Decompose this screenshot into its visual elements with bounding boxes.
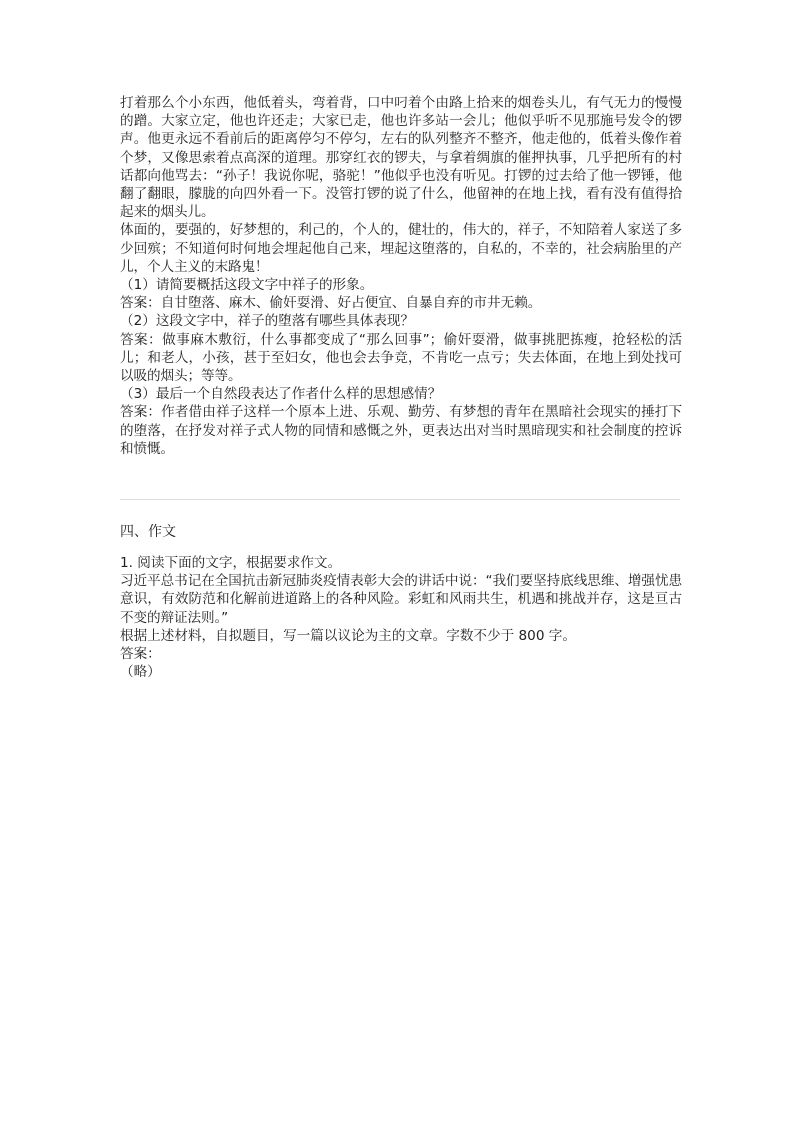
question-1: （1）请简要概括这段文字中祥子的形象。 <box>120 277 374 294</box>
section-divider <box>120 499 680 500</box>
essay-requirement: 根据上述材料，自拟题目，写一篇以议论为主的文章。字数不少于 800 字。 <box>120 627 576 644</box>
answer-2: 答案：做事麻木敷衍，什么事都变成了“那么回事”；偷奸耍滑，做事挑肥拣瘦，抢轻松的活儿；和老人，小孩，甚于至妇女，他也会去争竞，不肯吃一点亏；失去体面，在地上到处找可以吸的烟头；等等。 <box>120 331 682 385</box>
essay-answer-label: 答案： <box>120 646 161 663</box>
passage-paragraph-2: 体面的，要强的，好梦想的，利己的，个人的，健壮的，伟大的，祥子，不知陪着人家送了多少回殡；不知道何时何地会埋起他自己来，埋起这堕落的，自私的，不幸的，社会病胎里的产儿，个人主义的末路鬼！ <box>120 222 682 275</box>
essay-answer: （略） <box>120 664 161 681</box>
reading-section <box>120 94 682 458</box>
answer-3: 答案：作者借由祥子这样一个原本上进、乐观、勤劳、有梦想的青年在黑暗社会现实的捶打下的堕落，在抒发对祥子式人物的同情和感慨之外，更表达出对当时黑暗现实和社会制度的控诉和愤慨。 <box>120 404 682 457</box>
question-2: （2）这段文字中，祥子的堕落有哪些具体表现？ <box>120 313 415 330</box>
essay-material: 习近平总书记在全国抗击新冠肺炎疫情表彰大会的讲话中说：“我们要坚持底线思维、增强忧患意识，有效防范和化解前进道路上的各种风险。彩虹和风雨共生，机遇和挑战并存，这是亘古不变的辩证法则。” <box>120 573 682 626</box>
essay-section <box>120 522 682 681</box>
answer-1: 答案：自甘堕落、麻木、偷奸耍滑、好占便宜、自暴自弃的市井无赖。 <box>120 295 542 312</box>
essay-question-intro: 1. 阅读下面的文字，根据要求作文。 <box>120 555 342 571</box>
section-title: 四、作文 <box>120 524 176 540</box>
question-3: （3）最后一个自然段表达了作者什么样的思想感情？ <box>120 386 442 403</box>
passage-paragraph-1: 打着那么个小东西，他低着头，弯着背，口中叼着个由路上拾来的烟卷头儿，有气无力的慢慢的蹭。大家立定，他也许还走；大家已走，他也许多站一会儿；他似乎听不见那施号发令的锣声。他更永远不看前后的距离停匀不停匀，左右的队列整齐不整齐，他走他的，低着头像作着个梦，又像思索着点高深的道理。那穿红衣的锣夫，与拿着绸旗的催押执事，几乎把所有的村话都向他骂去：“孙子！我说你呢，骆驼！”他似乎也没有听见。打锣的过去给了他一锣锤，他翻了翻眼，朦胧的向四外看一下。没管打锣的说了什么，他留神的在地上找，看有没有值得拾起来的烟头儿。 <box>120 95 682 221</box>
